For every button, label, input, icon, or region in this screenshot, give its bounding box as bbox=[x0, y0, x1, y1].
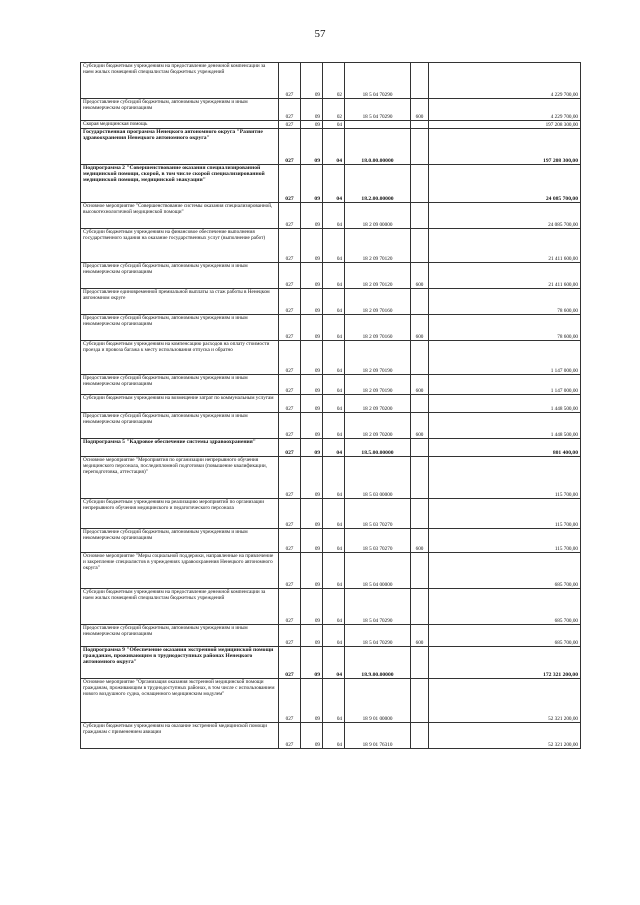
table-row bbox=[81, 395, 581, 413]
row-section-code: 09 bbox=[301, 229, 323, 263]
row-gr-code: 027 bbox=[279, 679, 301, 723]
row-gr-code: 027 bbox=[279, 229, 301, 263]
row-target-article: 18 5 04 00000 bbox=[345, 553, 411, 589]
row-name: Предоставление единовременной премиальной выплаты за стаж работы в Ненецком автономном округе bbox=[81, 289, 279, 315]
row-gr-code: 027 bbox=[279, 395, 301, 413]
row-target-article: 18 2 09 70190 bbox=[345, 341, 411, 375]
row-gr-code: 027 bbox=[279, 129, 301, 165]
row-subsection-code: 04 bbox=[323, 203, 345, 229]
row-gr-code: 027 bbox=[279, 165, 301, 203]
table-row bbox=[81, 129, 581, 165]
page-number: 57 bbox=[314, 28, 326, 40]
row-target-article: 18 9 01 76310 bbox=[345, 723, 411, 749]
row-amount: 685 700,00 bbox=[429, 553, 581, 589]
row-name: Предоставление субсидий бюджетным, автономным учреждениям и иным некоммерческим организациям bbox=[81, 99, 279, 121]
row-target-article: 18 2 09 70160 bbox=[345, 315, 411, 341]
row-expense-type bbox=[411, 589, 429, 625]
row-section-code: 09 bbox=[301, 63, 323, 99]
row-name: Субсидии бюджетным учреждениям на предоставление денежной компенсации за наем жилых помещений специалистам бюджетных учреждений bbox=[81, 63, 279, 99]
row-target-article: 18.9.00.00000 bbox=[345, 647, 411, 679]
row-section-code: 09 bbox=[301, 341, 323, 375]
row-expense-type bbox=[411, 457, 429, 499]
row-expense-type: 600 bbox=[411, 99, 429, 121]
row-amount: 52 321 200,00 bbox=[429, 723, 581, 749]
row-target-article: 18 5 04 70290 bbox=[345, 99, 411, 121]
row-expense-type bbox=[411, 499, 429, 529]
table-row bbox=[81, 315, 581, 341]
row-gr-code: 027 bbox=[279, 289, 301, 315]
row-amount: 1 448 500,00 bbox=[429, 395, 581, 413]
row-name: Основное мероприятие "Мероприятия по организации непрерывного обучения медицинского персонала, последипломной подготовки (повышение квалификации, переподготовка, аттестация)" bbox=[81, 457, 279, 499]
row-subsection-code: 04 bbox=[323, 289, 345, 315]
row-expense-type bbox=[411, 289, 429, 315]
row-amount: 115 700,00 bbox=[429, 529, 581, 553]
row-subsection-code: 04 bbox=[323, 589, 345, 625]
table-row bbox=[81, 499, 581, 529]
row-name: Субсидии бюджетным учреждениям на финансовое обеспечение выполнения государственного задания на оказание государственных услуг (выполнение работ) bbox=[81, 229, 279, 263]
row-subsection-code: 04 bbox=[323, 439, 345, 457]
row-amount: 801 400,00 bbox=[429, 439, 581, 457]
row-section-code: 09 bbox=[301, 203, 323, 229]
row-expense-type bbox=[411, 679, 429, 723]
row-subsection-code: 04 bbox=[323, 553, 345, 589]
row-subsection-code: 04 bbox=[323, 165, 345, 203]
row-section-code: 09 bbox=[301, 121, 323, 129]
table-row bbox=[81, 121, 581, 129]
row-target-article: 18 5 04 70290 bbox=[345, 589, 411, 625]
table-row bbox=[81, 647, 581, 679]
row-name: Предоставление субсидий бюджетным, автономным учреждениям и иным некоммерческим организациям bbox=[81, 625, 279, 647]
table-row bbox=[81, 165, 581, 203]
row-section-code: 09 bbox=[301, 529, 323, 553]
row-target-article: 18 2 09 70200 bbox=[345, 395, 411, 413]
row-name: Основное мероприятие "Меры социальной поддержки, направленные на привлечение и закрепление специалистов в учреждениях здравоохранения Ненецкого автономного округа" bbox=[81, 553, 279, 589]
row-subsection-code: 04 bbox=[323, 529, 345, 553]
row-section-code: 09 bbox=[301, 315, 323, 341]
row-target-article: 18 5 03 00000 bbox=[345, 457, 411, 499]
row-name: Предоставление субсидий бюджетным, автономным учреждениям и иным некоммерческим организациям bbox=[81, 315, 279, 341]
row-expense-type bbox=[411, 165, 429, 203]
row-name: Субсидии бюджетным учреждениям на компенсацию расходов на оплату стоимости проезда и провоза багажа к месту использования отпуска и обратно bbox=[81, 341, 279, 375]
row-section-code: 09 bbox=[301, 165, 323, 203]
table-row bbox=[81, 63, 581, 99]
table-row bbox=[81, 229, 581, 263]
row-subsection-code: 04 bbox=[323, 121, 345, 129]
row-name: Предоставление субсидий бюджетным, автономным учреждениям и иным некоммерческим организациям bbox=[81, 413, 279, 439]
row-target-article: 18.2.00.00000 bbox=[345, 165, 411, 203]
row-gr-code: 027 bbox=[279, 263, 301, 289]
table-row bbox=[81, 263, 581, 289]
row-subsection-code: 04 bbox=[323, 263, 345, 289]
row-section-code: 09 bbox=[301, 589, 323, 625]
table-row bbox=[81, 439, 581, 457]
row-amount: 24 085 700,00 bbox=[429, 203, 581, 229]
row-gr-code: 027 bbox=[279, 625, 301, 647]
row-section-code: 09 bbox=[301, 129, 323, 165]
row-target-article: 18 5 04 70290 bbox=[345, 625, 411, 647]
table-row bbox=[81, 413, 581, 439]
row-target-article: 18 5 04 70290 bbox=[345, 63, 411, 99]
row-name: Предоставление субсидий бюджетным, автономным учреждениям и иным некоммерческим организациям bbox=[81, 263, 279, 289]
table-row bbox=[81, 375, 581, 395]
table-row bbox=[81, 457, 581, 499]
row-expense-type: 600 bbox=[411, 315, 429, 341]
row-gr-code: 027 bbox=[279, 63, 301, 99]
row-section-code: 09 bbox=[301, 647, 323, 679]
row-name: Предоставление субсидий бюджетным, автономным учреждениям и иным некоммерческим организациям bbox=[81, 529, 279, 553]
row-expense-type bbox=[411, 121, 429, 129]
table-row bbox=[81, 289, 581, 315]
row-expense-type: 600 bbox=[411, 529, 429, 553]
row-subsection-code: 04 bbox=[323, 395, 345, 413]
budget-table bbox=[80, 62, 581, 749]
row-expense-type bbox=[411, 553, 429, 589]
row-section-code: 09 bbox=[301, 679, 323, 723]
row-target-article: 18 2 09 70120 bbox=[345, 229, 411, 263]
row-gr-code: 027 bbox=[279, 457, 301, 499]
row-name: Государственная программа Ненецкого автономного округа "Развитие здравоохранения Ненецкого автономного округа" bbox=[81, 129, 279, 165]
row-subsection-code: 04 bbox=[323, 457, 345, 499]
row-name: Предоставление субсидий бюджетным, автономным учреждениям и иным некоммерческим организациям bbox=[81, 375, 279, 395]
row-gr-code: 027 bbox=[279, 413, 301, 439]
row-amount: 115 700,00 bbox=[429, 457, 581, 499]
row-expense-type: 600 bbox=[411, 263, 429, 289]
table-row bbox=[81, 723, 581, 749]
row-subsection-code: 04 bbox=[323, 625, 345, 647]
row-gr-code: 027 bbox=[279, 439, 301, 457]
row-gr-code: 027 bbox=[279, 553, 301, 589]
row-target-article: 18 5 03 70270 bbox=[345, 529, 411, 553]
row-amount: 1 147 000,00 bbox=[429, 375, 581, 395]
row-expense-type bbox=[411, 723, 429, 749]
row-expense-type bbox=[411, 341, 429, 375]
row-amount: 197 208 300,00 bbox=[429, 121, 581, 129]
row-subsection-code: 04 bbox=[323, 679, 345, 723]
row-expense-type bbox=[411, 63, 429, 99]
row-target-article: 18 2 09 00000 bbox=[345, 203, 411, 229]
row-expense-type bbox=[411, 229, 429, 263]
table-row bbox=[81, 341, 581, 375]
row-gr-code: 027 bbox=[279, 315, 301, 341]
row-section-code: 09 bbox=[301, 263, 323, 289]
row-target-article: 18.5.00.00000 bbox=[345, 439, 411, 457]
table-row bbox=[81, 625, 581, 647]
row-gr-code: 027 bbox=[279, 499, 301, 529]
row-target-article: 18.0.00.00000 bbox=[345, 129, 411, 165]
table-row bbox=[81, 553, 581, 589]
row-subsection-code: 04 bbox=[323, 229, 345, 263]
table-row bbox=[81, 679, 581, 723]
row-subsection-code: 04 bbox=[323, 375, 345, 395]
row-target-article: 18 2 09 70160 bbox=[345, 289, 411, 315]
row-name: Субсидии бюджетным учреждениям на возмещение затрат по коммунальным услугам bbox=[81, 395, 279, 413]
row-gr-code: 027 bbox=[279, 375, 301, 395]
row-name: Подпрограмма 5 "Кадровое обеспечение системы здравоохранения" bbox=[81, 439, 279, 457]
row-section-code: 09 bbox=[301, 499, 323, 529]
row-section-code: 09 bbox=[301, 99, 323, 121]
row-amount: 197 208 300,00 bbox=[429, 129, 581, 165]
row-amount: 685 700,00 bbox=[429, 625, 581, 647]
row-amount: 4 229 700,00 bbox=[429, 99, 581, 121]
row-section-code: 09 bbox=[301, 395, 323, 413]
row-subsection-code: 02 bbox=[323, 99, 345, 121]
row-amount: 115 700,00 bbox=[429, 499, 581, 529]
row-gr-code: 027 bbox=[279, 723, 301, 749]
row-subsection-code: 04 bbox=[323, 723, 345, 749]
row-subsection-code: 04 bbox=[323, 129, 345, 165]
row-amount: 52 321 200,00 bbox=[429, 679, 581, 723]
row-amount: 21 411 600,00 bbox=[429, 229, 581, 263]
row-target-article: 18 9 01 00000 bbox=[345, 679, 411, 723]
row-gr-code: 027 bbox=[279, 203, 301, 229]
row-name: Подпрограмма 2 "Совершенствование оказания специализированной медицинской помощи, скорой, в том числе скорой специализированной медицинской помощи, медицинской эвакуации" bbox=[81, 165, 279, 203]
row-subsection-code: 04 bbox=[323, 499, 345, 529]
row-amount: 78 600,00 bbox=[429, 289, 581, 315]
row-gr-code: 027 bbox=[279, 647, 301, 679]
row-amount: 172 321 200,00 bbox=[429, 647, 581, 679]
row-section-code: 09 bbox=[301, 553, 323, 589]
row-expense-type bbox=[411, 129, 429, 165]
row-expense-type: 600 bbox=[411, 413, 429, 439]
row-target-article: 18 2 09 70190 bbox=[345, 375, 411, 395]
table-row bbox=[81, 589, 581, 625]
row-amount: 1 448 500,00 bbox=[429, 413, 581, 439]
row-name: Субсидии бюджетным учреждениям на предоставление денежной компенсации за наем жилых помещений специалистам бюджетных учреждений bbox=[81, 589, 279, 625]
row-section-code: 09 bbox=[301, 289, 323, 315]
row-amount: 1 147 000,00 bbox=[429, 341, 581, 375]
row-section-code: 09 bbox=[301, 375, 323, 395]
row-section-code: 09 bbox=[301, 723, 323, 749]
row-target-article: 18 2 09 70120 bbox=[345, 263, 411, 289]
row-section-code: 09 bbox=[301, 439, 323, 457]
row-name: Подпрограмма 9 "Обеспечение оказания экстренной медицинской помощи гражданам, проживающим в труднодоступных районах Ненецкого автономного округа" bbox=[81, 647, 279, 679]
row-amount: 24 085 700,00 bbox=[429, 165, 581, 203]
row-section-code: 09 bbox=[301, 457, 323, 499]
table-row bbox=[81, 99, 581, 121]
row-amount: 78 600,00 bbox=[429, 315, 581, 341]
row-amount: 685 700,00 bbox=[429, 589, 581, 625]
row-expense-type bbox=[411, 647, 429, 679]
row-gr-code: 027 bbox=[279, 589, 301, 625]
row-name: Субсидии бюджетным учреждениям на оказание экстренной медицинской помощи гражданам с применением авиации bbox=[81, 723, 279, 749]
row-subsection-code: 04 bbox=[323, 341, 345, 375]
row-gr-code: 027 bbox=[279, 121, 301, 129]
row-target-article bbox=[345, 121, 411, 129]
row-gr-code: 027 bbox=[279, 99, 301, 121]
row-section-code: 09 bbox=[301, 413, 323, 439]
row-subsection-code: 02 bbox=[323, 63, 345, 99]
row-expense-type bbox=[411, 439, 429, 457]
row-amount: 4 229 700,00 bbox=[429, 63, 581, 99]
row-gr-code: 027 bbox=[279, 529, 301, 553]
row-subsection-code: 04 bbox=[323, 315, 345, 341]
table-row bbox=[81, 203, 581, 229]
row-expense-type: 600 bbox=[411, 625, 429, 647]
row-target-article: 18 2 09 70200 bbox=[345, 413, 411, 439]
table-row bbox=[81, 529, 581, 553]
row-subsection-code: 04 bbox=[323, 413, 345, 439]
row-name: Субсидии бюджетным учреждениям на реализацию мероприятий по организации непрерывного обучения медицинского и педагогического персонала bbox=[81, 499, 279, 529]
row-target-article: 18 5 03 70270 bbox=[345, 499, 411, 529]
row-gr-code: 027 bbox=[279, 341, 301, 375]
row-section-code: 09 bbox=[301, 625, 323, 647]
row-expense-type bbox=[411, 395, 429, 413]
row-expense-type: 600 bbox=[411, 375, 429, 395]
row-subsection-code: 04 bbox=[323, 647, 345, 679]
row-name: Основное мероприятие "Совершенствование системы оказания специализированной, высокотехнологичной медицинской помощи" bbox=[81, 203, 279, 229]
row-amount: 21 411 600,00 bbox=[429, 263, 581, 289]
row-expense-type bbox=[411, 203, 429, 229]
row-name: Основное мероприятие "Организация оказания экстренной медицинской помощи гражданам, проживающим в труднодоступных районах, в том числе с использованием нового воздушного судна, оснащенного медицинским модулем" bbox=[81, 679, 279, 723]
row-name: Скорая медицинская помощь bbox=[81, 121, 279, 129]
